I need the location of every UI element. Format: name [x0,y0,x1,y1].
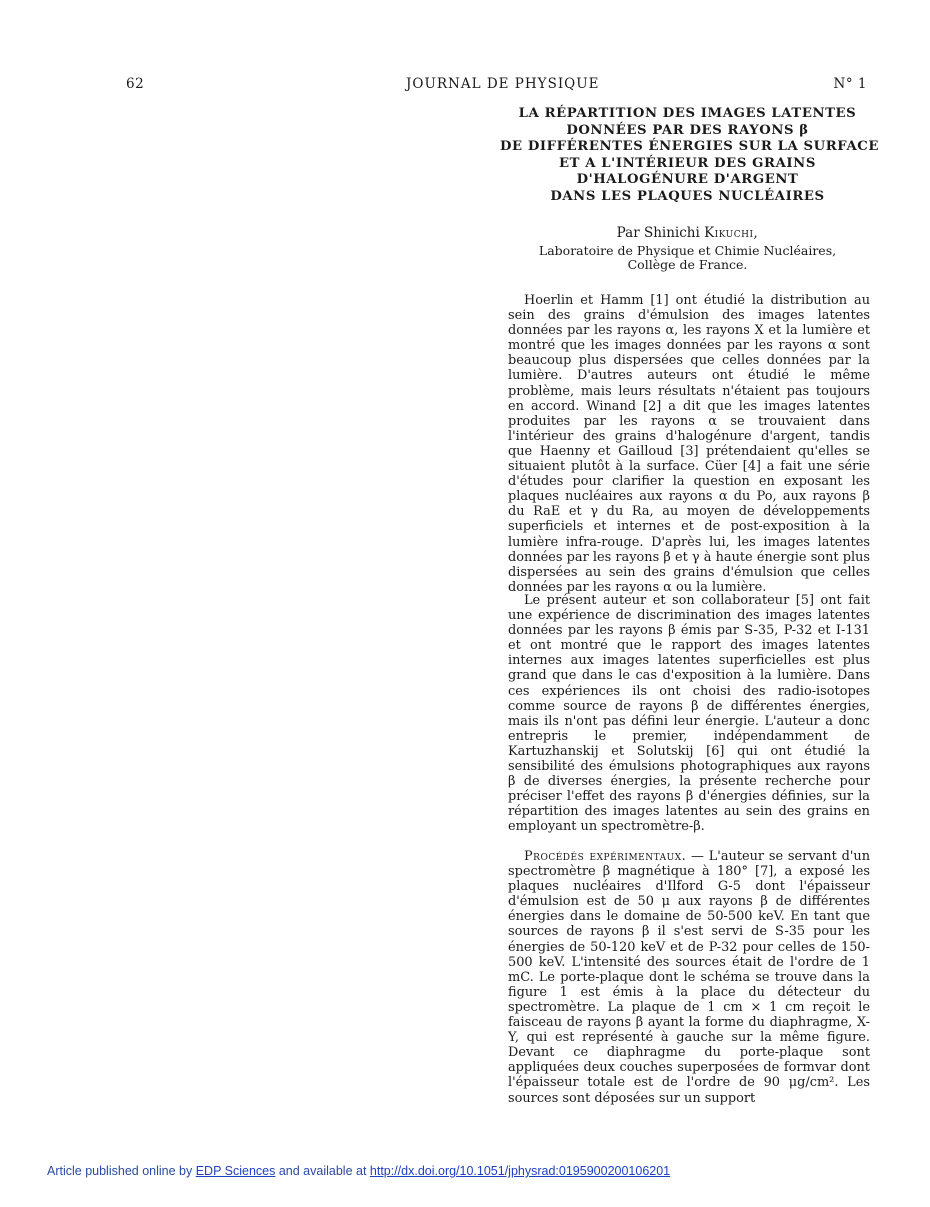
author [500,226,875,240]
title-line: DONNÉES PAR DES RAYONS β [566,122,809,138]
article-title [500,106,880,205]
footer-prefix: Article published online by [47,1164,196,1178]
paragraph-text: Le présent auteur et son collaborateur [5] ont fait une expérience de discrimination des images latentes données par les rayons β émis par S-35, P-32 et I-131 et ont montré que le rapport des images latentes internes aux images latentes superficielles est plus grand que dans le cas d'exposition à la lumière. Dans ces expériences ils ont choisi des radio-isotopes comme source de rayons β de différentes énergies, mais ils n'ont pas défini leur énergie. L'auteur a donc entrepris le premier, indépendamment de Kartuzhanskij et Solutskij [6] qui ont étudié la sensibilité des émulsions photographiques aux rayons β de diverses énergies, la présente recherche pour préciser l'effet des rayons β d'énergies définies, sur la répartition des images latentes au sein des grains en employant un spectromètre-β. [508,593,870,835]
publication-footer [47,1164,670,1178]
paragraph-text [508,849,870,1106]
paragraph-text: Hoerlin et Hamm [1] ont étudié la distribution au sein des grains d'émulsion des images latentes données par les rayons α, les rayons X et la lumière et montré que les images données par les rayons α sont beaucoup plus dispersées que celles données par la lumière. D'autres auteurs ont étudié le même problème, mais leurs résultats n'étaient pas toujours en accord. Winand [2] a dit que les images latentes produites par les rayons α se trouvaient dans l'intérieur des grains d'halogénure d'argent, tandis que Haenny et Gailloud [3] prétendaient qu'elles se situaient plutôt à la surface. Cüer [4] a fait une série d'études pour clarifier la question en exposant les plaques nucléaires aux rayons α du Po, aux rayons β du RaE et γ du Ra, au moyen de développements superficiels et internes et de post-exposition à la lumière infra-rouge. D'après lui, les images latentes données par les rayons β et γ à haute énergie sont plus dispersées au sein des grains d'émulsion que celles données par les rayons α ou la lumière. [508,293,870,595]
affiliation-line: Collège de France. [627,257,748,272]
body-paragraph-2 [508,593,870,835]
running-header [126,76,867,96]
footer-middle: and available at [275,1164,370,1178]
issue-number: N° 1 [833,76,867,92]
byline [500,226,875,272]
section-heading: Procédés expérimentaux. [524,849,687,864]
paragraph-body: — L'auteur se servant d'un spectromètre β magnétique à 180° [7], a exposé les plaques nucléaires d'Ilford G-5 dont l'épaisseur d'émulsion est de 50 μ aux rayons β de différentes énergies dans le domaine de 50-500 keV. En tant que sources de rayons β il s'est servi de S-35 pour les énergies de 50-120 keV et de P-32 pour celles de 150-500 keV. L'intensité des sources était de l'ordre de 1 mC. Le porte-plaque dont le schéma se trouve dans la figure 1 est émis à la place du détecteur du spectromètre. La plaque de 1 cm × 1 cm reçoit le faisceau de rayons β ayant la forme du diaphragme, X-Y, qui est représenté à gauche sur la même figure. Devant ce diaphragme du porte-plaque sont appliquées deux couches superposées de formvar dont l'épaisseur totale est de l'ordre de 90 μg/cm². Les sources sont déposées sur un support [508,849,870,1106]
doi-link[interactable]: http://dx.doi.org/10.1051/jphysrad:0195900200106201 [369,1164,671,1178]
journal-name: JOURNAL DE PHYSIQUE [406,76,600,92]
publisher-link[interactable]: EDP Sciences [195,1164,276,1178]
title-line: ET A L'INTÉRIEUR DES GRAINS [559,155,816,171]
title-line: LA RÉPARTITION DES IMAGES LATENTES [518,106,857,121]
body-paragraph-3 [508,849,870,1106]
author-surname: Kikuchi, [704,225,759,241]
title-line: D'HALOGÉNURE D'ARGENT [576,172,799,187]
page-number: 62 [126,76,145,92]
author-prefix: Par Shinichi [616,225,705,241]
affiliation-line: Laboratoire de Physique et Chimie Nucléaires, [538,243,837,258]
body-paragraph-1 [508,293,870,595]
title-line: DE DIFFÉRENTES ÉNERGIES SUR LA SURFACE [500,139,880,154]
title-line: DANS LES PLAQUES NUCLÉAIRES [550,188,825,204]
